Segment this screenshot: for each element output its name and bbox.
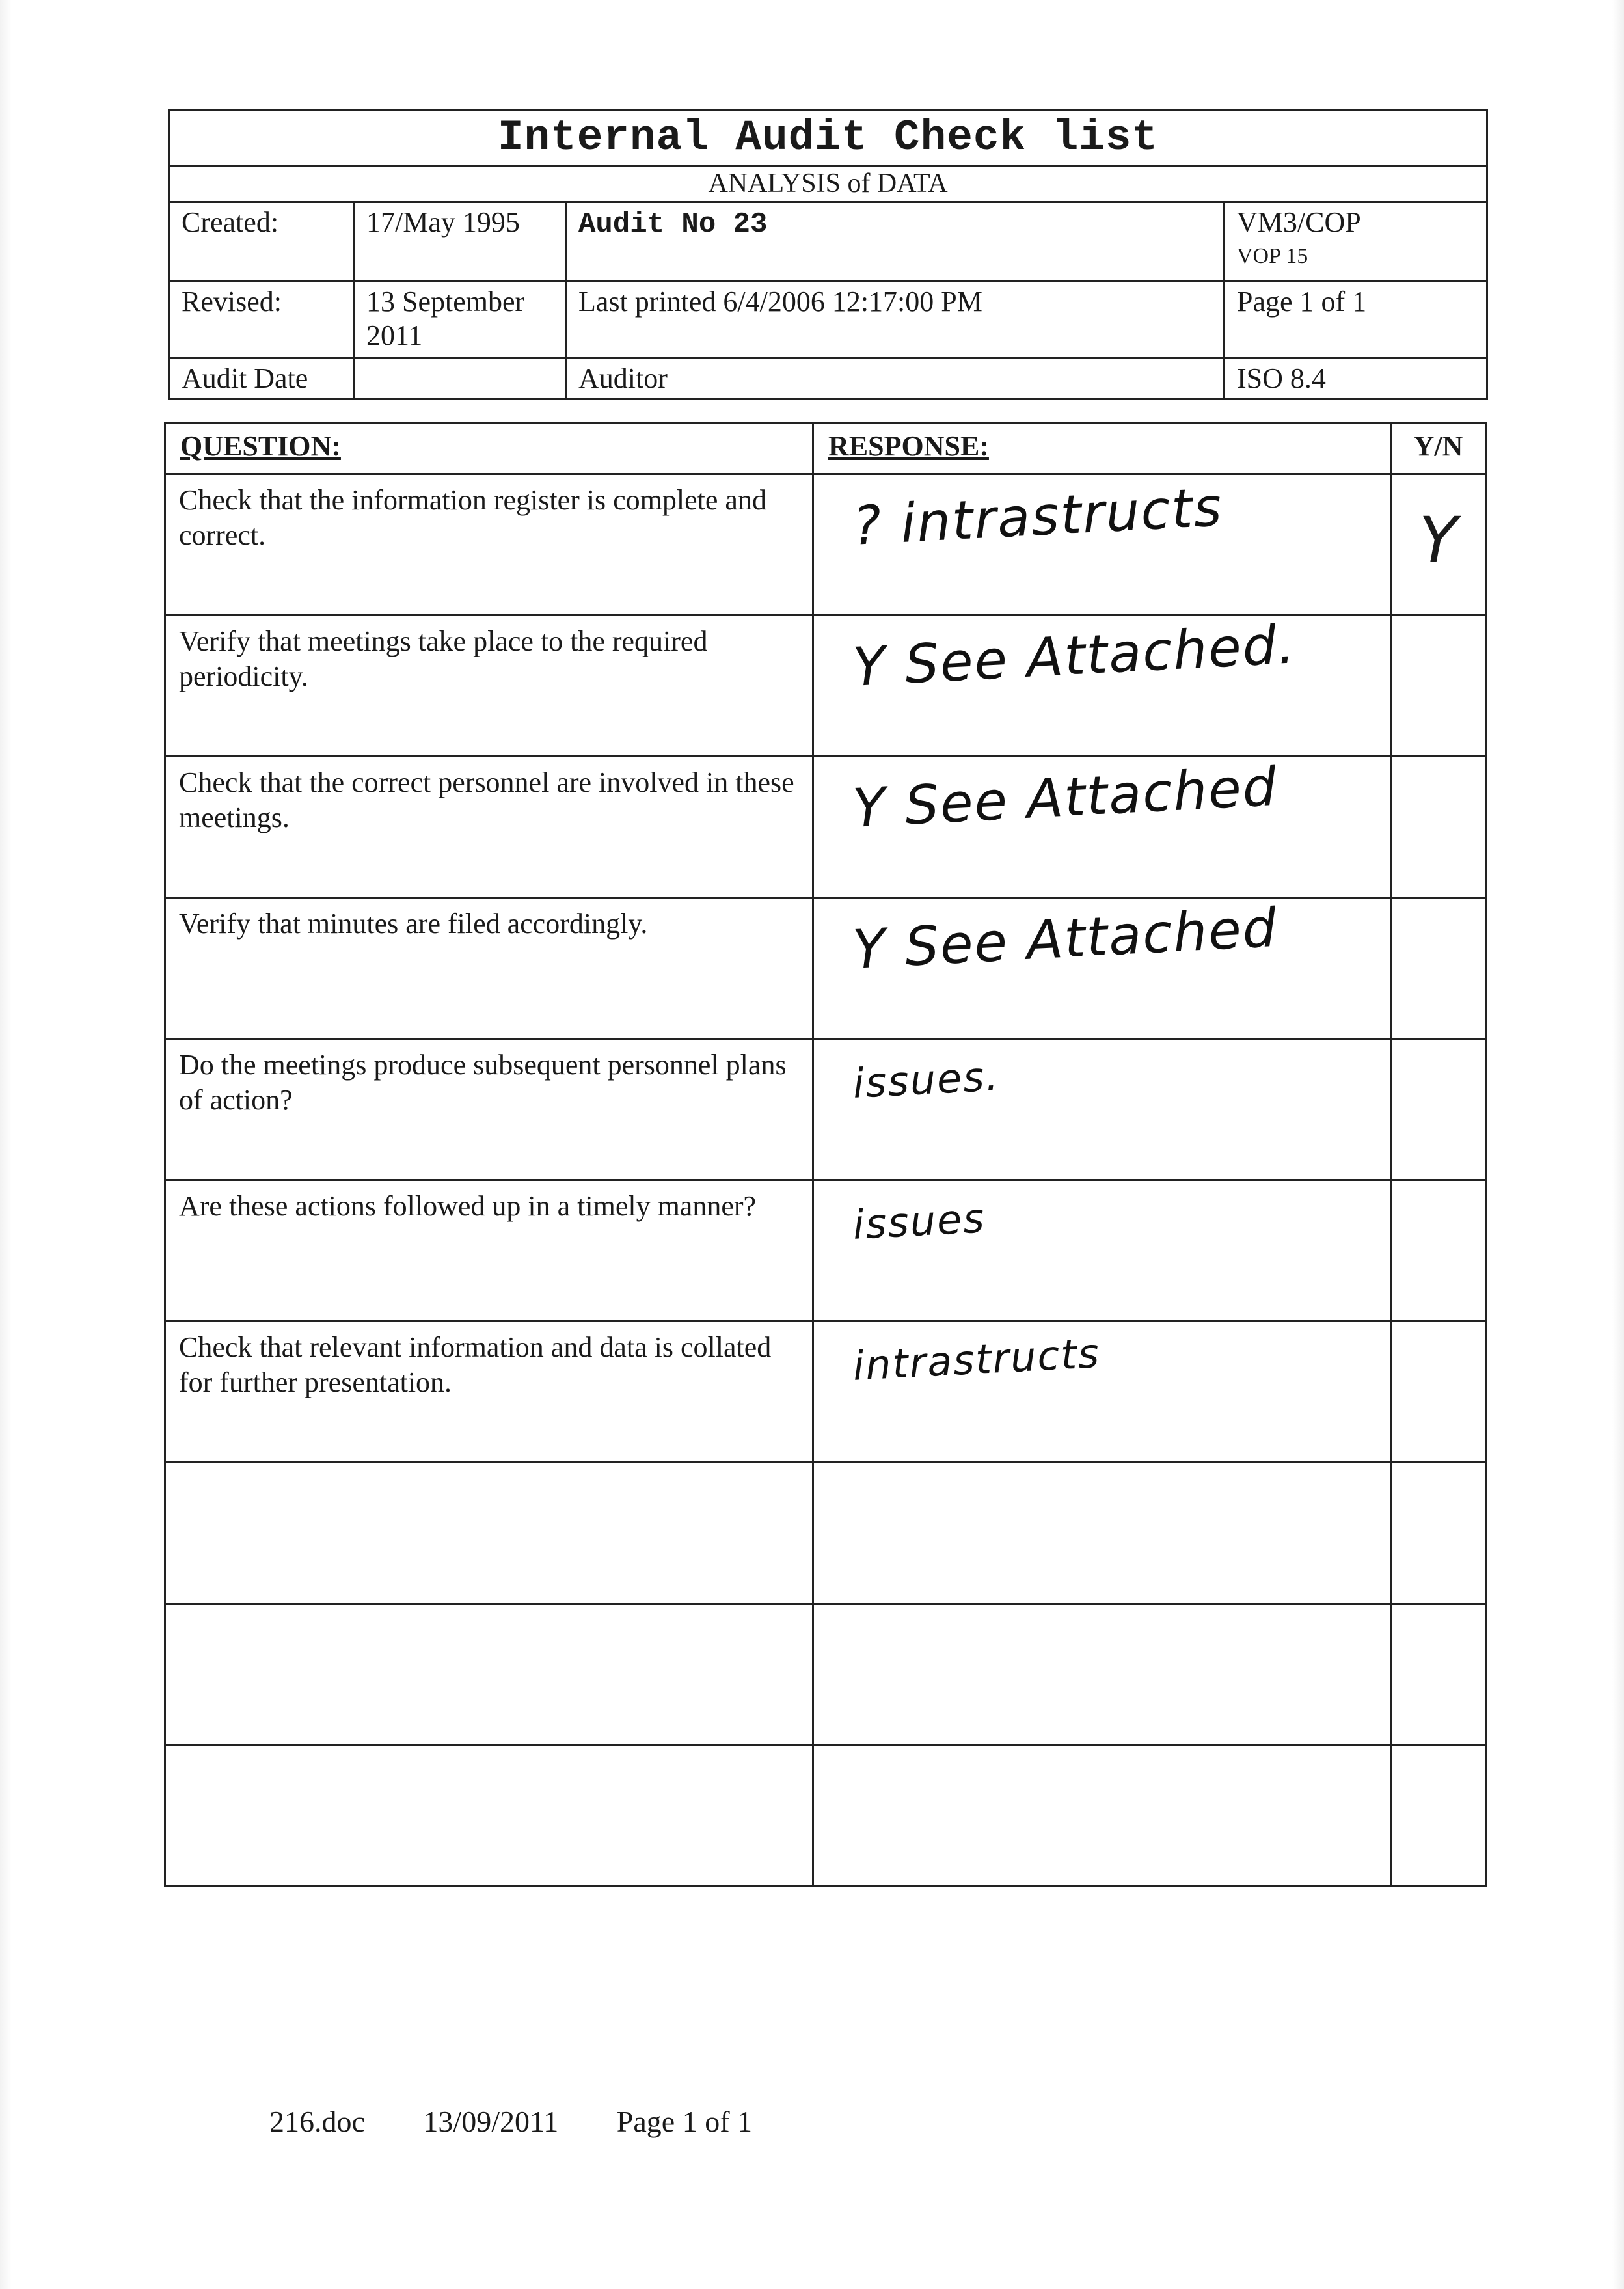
yn-cell[interactable] — [1391, 1321, 1486, 1463]
table-row — [165, 1321, 1486, 1463]
yn-cell[interactable] — [1391, 757, 1486, 898]
audit-question-table — [164, 422, 1487, 1887]
doc-ref-cell — [1225, 202, 1487, 282]
handwritten-response: issues. — [852, 1052, 1001, 1107]
question-cell — [165, 1463, 813, 1604]
column-header-question: QUESTION: — [165, 423, 813, 474]
audit-number-text: Audit No 23 — [578, 208, 768, 241]
auditor-label: Auditor — [566, 359, 1225, 400]
created-label: Created: — [169, 202, 354, 282]
handwritten-response: Y See Attached — [851, 755, 1279, 840]
response-cell[interactable] — [813, 898, 1391, 1039]
table-row — [165, 1039, 1486, 1180]
handwritten-response: intrastructs — [852, 1329, 1102, 1390]
yn-cell[interactable] — [1391, 616, 1486, 757]
document-subtitle: ANALYSIS of DATA — [169, 165, 1487, 202]
vop-ref: VOP 15 — [1237, 244, 1308, 269]
table-row — [165, 1180, 1486, 1321]
iso-ref: ISO 8.4 — [1225, 359, 1487, 400]
table-row — [165, 1604, 1486, 1745]
yn-cell[interactable] — [1391, 1604, 1486, 1745]
yn-cell[interactable] — [1391, 1180, 1486, 1321]
question-cell — [165, 1604, 813, 1745]
page-footer — [269, 2104, 803, 2139]
table-row — [165, 898, 1486, 1039]
created-value: 17/May 1995 — [354, 202, 566, 282]
table-row — [165, 1745, 1486, 1886]
yn-cell[interactable] — [1391, 898, 1486, 1039]
footer-date: 13/09/2011 — [423, 2105, 559, 2138]
revised-value: 13 September 2011 — [354, 282, 566, 359]
yn-cell[interactable] — [1391, 1745, 1486, 1886]
question-cell — [165, 1745, 813, 1886]
handwritten-response: Y See Attached. — [851, 614, 1297, 699]
handwritten-response: Y See Attached — [851, 897, 1279, 981]
table-row — [165, 474, 1486, 616]
revised-label: Revised: — [169, 282, 354, 359]
question-cell: Do the meetings produce subsequent personnel plans of action? — [165, 1039, 813, 1180]
last-printed: Last printed 6/4/2006 12:17:00 PM — [566, 282, 1225, 359]
column-header-response: RESPONSE: — [813, 423, 1391, 474]
page-number: Page 1 of 1 — [1225, 282, 1487, 359]
question-cell: Verify that meetings take place to the required periodicity. — [165, 616, 813, 757]
yn-cell[interactable] — [1391, 1463, 1486, 1604]
question-cell: Check that the information register is complete and correct. — [165, 474, 813, 616]
audit-number — [566, 202, 1225, 282]
document-title: Internal Audit Check list — [169, 111, 1487, 166]
doc-ref: VM3/COP — [1237, 206, 1361, 239]
handwritten-response: issues — [852, 1194, 987, 1249]
question-cell: Verify that minutes are filed accordingly. — [165, 898, 813, 1039]
footer-filename: 216.doc — [269, 2105, 365, 2138]
column-header-yn: Y/N — [1391, 423, 1486, 474]
table-row — [165, 757, 1486, 898]
audit-date-label: Audit Date — [169, 359, 354, 400]
response-cell[interactable] — [813, 616, 1391, 757]
header-table — [168, 109, 1488, 400]
question-cell: Are these actions followed up in a timely manner? — [165, 1180, 813, 1321]
response-cell[interactable] — [813, 1039, 1391, 1180]
handwritten-response: ? intrastructs — [851, 476, 1225, 558]
footer-page: Page 1 of 1 — [616, 2105, 753, 2138]
table-row — [165, 616, 1486, 757]
question-cell: Check that relevant information and data is collated for further presentation. — [165, 1321, 813, 1463]
response-cell[interactable] — [813, 757, 1391, 898]
response-cell[interactable] — [813, 1463, 1391, 1604]
question-cell: Check that the correct personnel are involved in these meetings. — [165, 757, 813, 898]
yn-cell[interactable] — [1391, 474, 1486, 616]
response-cell[interactable] — [813, 1321, 1391, 1463]
audit-date-value — [354, 359, 566, 400]
response-cell[interactable] — [813, 1745, 1391, 1886]
response-cell[interactable] — [813, 1604, 1391, 1745]
table-row — [165, 1463, 1486, 1604]
handwritten-yn: Y — [1419, 504, 1457, 576]
response-cell[interactable] — [813, 1180, 1391, 1321]
yn-cell[interactable] — [1391, 1039, 1486, 1180]
table-header-row — [165, 423, 1486, 474]
response-cell[interactable] — [813, 474, 1391, 616]
